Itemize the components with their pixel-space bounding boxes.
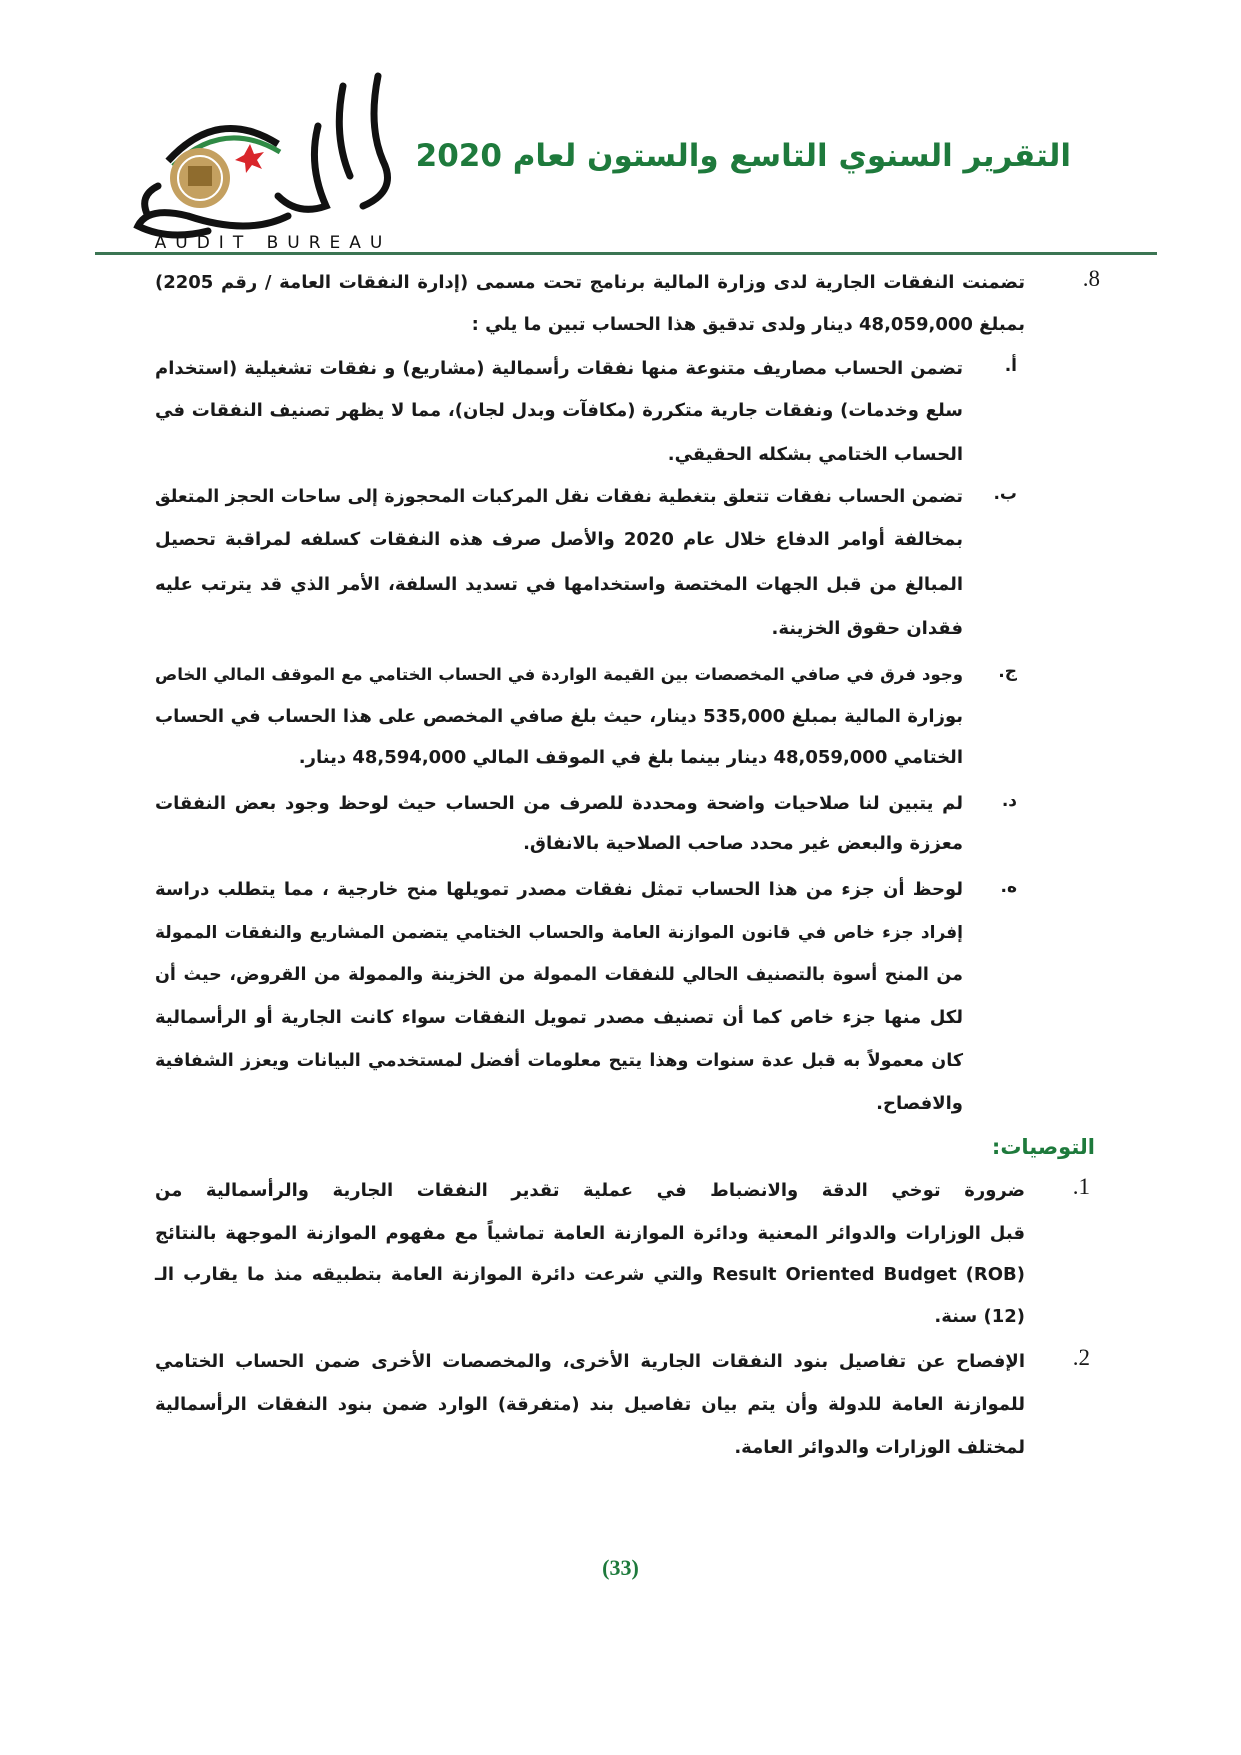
- paragraph-line: تضمنت النفقات الجارية لدى وزارة المالية برنامج تحت مسمى (إدارة النفقات العامة / رقم 2205): [155, 272, 1025, 293]
- paragraph-line: (12) سنة.: [934, 1306, 1025, 1327]
- sub-item-marker: ج.: [998, 662, 1017, 682]
- paragraph-line: الختامي 48,059,000 دينار بينما بلغ في الموقف المالي 48,594,000 دينار.: [298, 747, 963, 768]
- logo-text-en: AUDIT BUREAU: [154, 233, 392, 252]
- recommendations-heading: التوصيات:: [991, 1135, 1095, 1159]
- paragraph-line: الإفصاح عن تفاصيل بنود النفقات الجارية الأخرى، والمخصصات الأخرى ضمن الحساب الختامي: [155, 1351, 1025, 1372]
- paragraph-line: الحساب الختامي بشكله الحقيقي.: [667, 444, 963, 465]
- sub-item-marker: ب.: [993, 484, 1017, 504]
- paragraph-line: وجود فرق في صافي المخصصات بين القيمة الواردة في الحساب الختامي مع الموقف المالي الخاص: [155, 665, 963, 684]
- item-number: 1.: [1072, 1174, 1090, 1199]
- paragraph-line: تضمن الحساب نفقات تتعلق بتغطية نفقات نقل المركبات المحجوزة إلى ساحات الحجز المتعلق: [155, 487, 963, 507]
- logo-star: [235, 144, 264, 173]
- paragraph-line: بوزارة المالية بمبلغ 535,000 دينار، حيث بلغ صافي المخصص على هذا الحساب في الحساب: [155, 706, 963, 727]
- paragraph-line: معززة والبعض غير محدد صاحب الصلاحية بالانفاق.: [523, 833, 963, 854]
- paragraph-line: لوحظ أن جزء من هذا الحساب تمثل نفقات مصدر تمويلها منح خارجية ، مما يتطلب دراسة: [155, 879, 963, 900]
- audit-bureau-logo: [128, 66, 418, 252]
- paragraph-line: سلع وخدمات) ونفقات جارية متكررة (مكافآت وبدل لجان)، مما لا يظهر تصنيف النفقات في: [155, 400, 963, 421]
- paragraph-line: من المنح أسوة بالتصنيف الحالي للنفقات الممولة من الخزينة والممولة من القروض، حيث أن: [155, 965, 963, 985]
- paragraph-line: بمبلغ 48,059,000 دينار ولدى تدقيق هذا الحساب تبين ما يلي :: [471, 314, 1025, 335]
- paragraph-line: Result Oriented Budget (ROB) والتي شرعت دائرة الموازنة العامة بتطبيقه منذ ما يقارب الـ: [155, 1264, 1025, 1285]
- item-number: 8.: [1082, 266, 1100, 291]
- paragraph-line: للموازنة العامة للدولة وأن يتم بيان تفاصيل بند (متفرقة) الوارد ضمن بنود النفقات الرأسمالية: [155, 1394, 1025, 1415]
- paragraph-line: لم يتبين لنا صلاحيات واضحة ومحددة للصرف من الحساب حيث لوحظ وجود بعض النفقات: [155, 793, 963, 814]
- item-number: 2.: [1072, 1345, 1090, 1370]
- paragraph-line: فقدان حقوق الخزينة.: [771, 618, 963, 639]
- page-number: (33): [602, 1555, 639, 1580]
- sub-item-marker: د.: [1001, 791, 1017, 811]
- report-title: التقرير السنوي التاسع والستون لعام 2020: [415, 138, 1071, 174]
- paragraph-line: ضرورة توخي الدقة والانضباط في عملية تقدير النفقات الجارية والرأسمالية من: [155, 1180, 1025, 1201]
- paragraph-line: قبل الوزارات والدوائر المعنية ودائرة الموازنة العامة تماشياً مع مفهوم الموازنة الموجهة بالنتائج: [155, 1223, 1025, 1244]
- sub-item-marker: أ.: [1004, 356, 1017, 376]
- header-divider: [95, 252, 1157, 255]
- paragraph-line: المبالغ من قبل الجهات المختصة واستخدامها في تسديد السلفة، الأمر الذي قد يترتب عليه: [155, 574, 963, 595]
- paragraph-line: كان معمولاً به قبل عدة سنوات وهذا يتيح معلومات أفضل لمستخدمي البيانات ويعزز الشفافية: [155, 1051, 963, 1071]
- paragraph-line: لمختلف الوزارات والدوائر العامة.: [734, 1437, 1025, 1458]
- sub-item-marker: ه.: [1000, 877, 1017, 897]
- paragraph-line: لكل منها جزء خاص كما أن تصنيف مصدر تمويل النفقات سواء كانت الجارية أو الرأسمالية: [155, 1007, 963, 1028]
- paragraph-line: إفراد جزء خاص في قانون الموازنة العامة والحساب الختامي يتضمن المشاريع والنفقات الممولة: [155, 923, 963, 943]
- paragraph-line: والافصاح.: [876, 1093, 963, 1114]
- paragraph-line: بمخالفة أوامر الدفاع خلال عام 2020 والأصل صرف هذه النفقات كسلفه لمراقبة تحصيل: [155, 529, 963, 550]
- paragraph-line: تضمن الحساب مصاريف متنوعة منها نفقات رأسمالية (مشاريع) و نفقات تشغيلية (استخدام: [155, 358, 963, 379]
